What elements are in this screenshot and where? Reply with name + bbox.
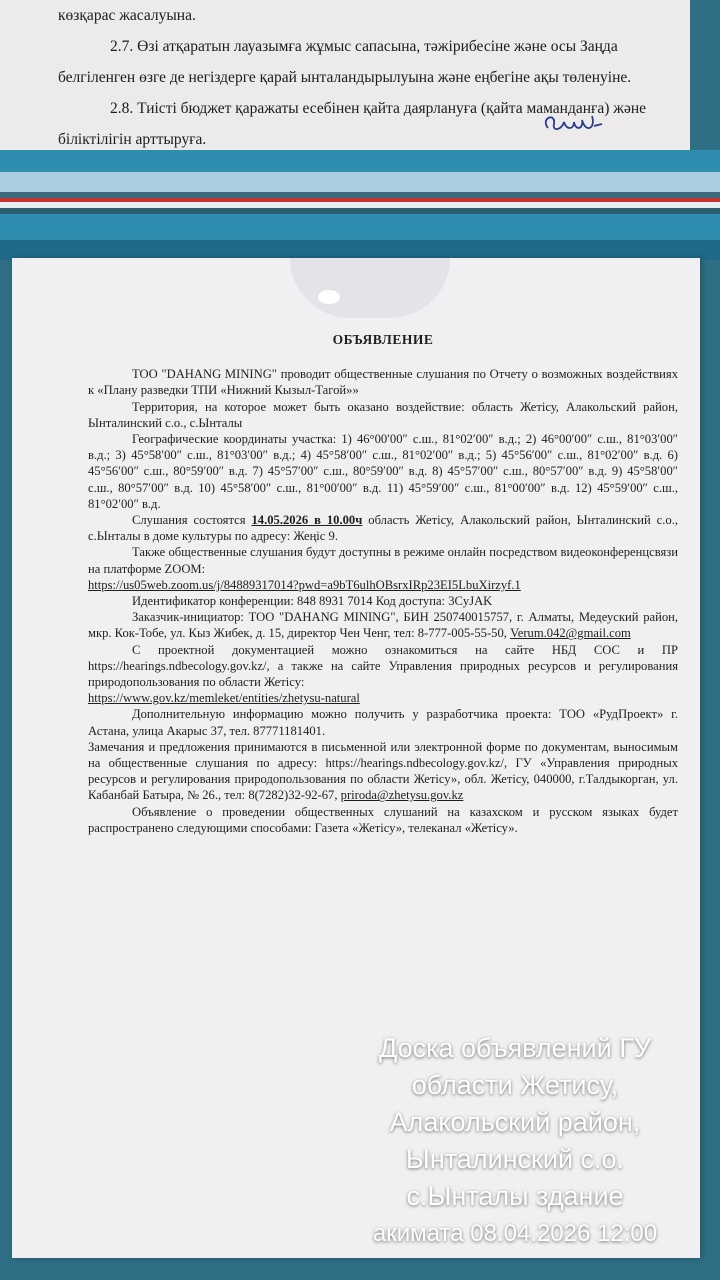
hearing-date: 14.05.2026 в 10.00ч [251, 513, 363, 528]
para-comments [88, 739, 678, 804]
comments-email[interactable]: priroda@zhetysu.gov.kz [340, 788, 464, 803]
pin-hole [318, 290, 340, 304]
para-intro: ТОО "DAHANG MINING" проводит общественные слушания по Отчету о возможных воздействиях к «Плану разведки ТПИ «Нижний Кызыл-Тагой»» [88, 367, 678, 398]
para-documentation: С проектной документацией можно ознакомиться на сайте НБД СОС и ПР https://hearings.ndbecology.gov.kz/, а также на сайте Управления природных ресурсов и регулирования природопользования по области Жетісу: [88, 642, 678, 690]
customer-text: Заказчик-инициатор: ТОО "DAHANG MINING", БИН 250740015757, г. Алматы, Медеуский район, мкр. Кок-Тобе, ул. Кыз Жибек, д. 15, директор Чен Ченг, тел: 8-777-005-55-50, [88, 610, 678, 641]
caption-line-3: Алакольский район, [389, 1107, 641, 1137]
top-line-0: көзқарас жасалуына. [58, 7, 196, 24]
comments-text: Замечания и предложения принимаются в письменной или электронной форме по документам, выносимым на общественные слушания по адресу: https://hearings.ndbecology.gov.kz/, ГУ «Управления природных ресурсов и регулирования природопользования по области Жетісу», обл. Жетісу, 040000, г.Талдыкорган, ул. Кабанбай Батыра, № 26., тел: 8(7282)32-92-67, [88, 739, 678, 803]
para-customer [88, 609, 678, 641]
gov-link-para [88, 690, 678, 706]
board-stripes [0, 150, 720, 260]
zoom-link-para [88, 577, 678, 593]
item-2-7: 2.7. Өзі атқаратын лауазымға жұмыс сапасына, тәжірибесіне және осы Заңда белгіленген өзге де негіздерге қарай ынталандырылуына және еңбегіне ақы төленуіне. [58, 38, 632, 86]
caption-line-2: области Жетису, [411, 1070, 619, 1100]
para-developer: Дополнительную информацию можно получить у разработчика проекта: ТОО «РудПроект» г. Астана, улица Акарыс 37, тел. 87771181401. [88, 707, 678, 738]
photo-caption [340, 1030, 690, 1252]
announcement [88, 332, 678, 836]
caption-line-4: Ынталинский с.о. [405, 1144, 625, 1174]
hearing-pre: Слушания состоятся [132, 513, 252, 528]
caption-line-1: Доска объявлений ГУ [379, 1033, 651, 1063]
announcement-title: ОБЪЯВЛЕНИЕ [332, 332, 434, 347]
item-2-8: 2.8. Тиісті бюджет қаражаты есебінен қайта даярлануға (қайта маманданға) және біліктілігін арттыруға. [58, 100, 647, 148]
handwritten-signature [538, 108, 608, 138]
para-conference-id: Идентификатор конференции: 848 8931 7014 Код доступа: 3CyJAK [132, 594, 493, 609]
caption-line-5: с.Ынталы здание [406, 1181, 624, 1211]
gov-link[interactable]: https://www.gov.kz/memleket/entities/zhetysu-natural [88, 691, 360, 706]
caption-line-6: акимата 08.04.2026 12:00 [372, 1220, 658, 1247]
customer-email[interactable]: Verum.042@gmail.com [510, 626, 631, 641]
para-zoom: Также общественные слушания будут доступны в режиме онлайн посредством видеоконференцсвязи на платформе ZOOM: [88, 545, 678, 576]
para-territory: Территория, на которое может быть оказано воздействие: область Жетісу, Алакольский район, Ынталинский с.о., с.Ынталы [88, 399, 678, 430]
para-coordinates: Географические координаты участка: 1) 46°00′00″ с.ш., 81°02′00″ в.д.; 2) 46°00′00″ с.ш., 81°03′00″ в.д.; 3) 45°58′00″ с.ш., 81°03′00″ в.д.; 4) 45°58′00″ с.ш., 81°02′00″ в.д.; 5) 45°56′00″ с.ш., 81°02′00″ в.д. 6) 45°56′00″ с.ш., 80°59′00″ в.д. 7) 45°57′00″ с.ш., 80°59′00″ в.д. 8) 45°57′00″ с.ш., 80°57′00″ в.д. 9) 45°58′00″ с.ш., 80°57′00″ в.д. 10) 45°58′00″ с.ш., 81°00′00″ в.д. 11) 45°59′00″ с.ш., 81°00′00″ в.д. 12) 45°59′00″ с.ш., 81°02′00″ в.д. [88, 432, 678, 511]
zoom-link[interactable]: https://us05web.zoom.us/j/84889317014?pwd=a9bT6ulhOBsrxIRp23EI5LbuXirzyf.1 [88, 577, 521, 592]
hearing-post: область Жетісу, Алакольский район, Ынталинский с.о., с.Ынталы в доме культуры по адресу: Жеңіс 9. [88, 513, 678, 544]
para-distribution: Объявление о проведении общественных слушаний на казахском и русском языках будет распространено следующими способами: Газета «Жетісу», телеканал «Жетісу». [88, 804, 678, 835]
para-hearing-date [88, 512, 678, 544]
